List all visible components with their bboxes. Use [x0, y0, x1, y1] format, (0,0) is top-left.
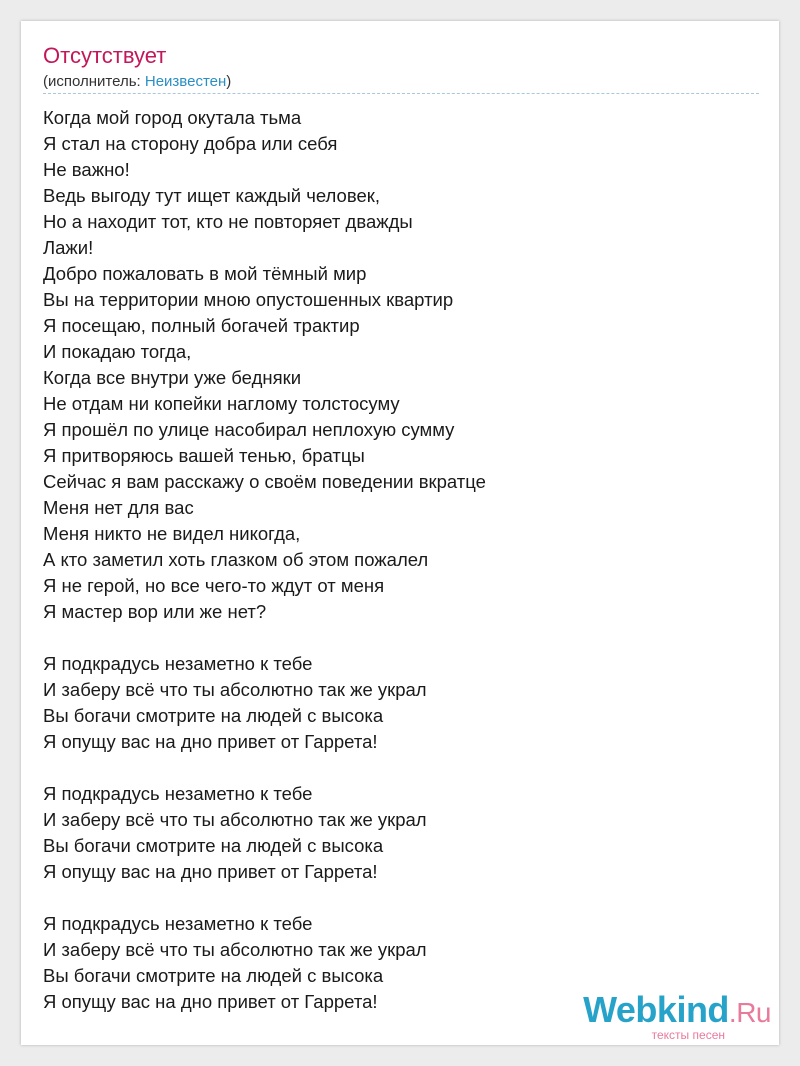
lyric-line: Ведь выгоду тут ищет каждый человек, [43, 185, 380, 206]
lyric-line: Меня нет для вас [43, 497, 194, 518]
lyric-line: Я опущу вас на дно привет от Гаррета! [43, 991, 378, 1012]
artist-link[interactable]: Неизвестен [144, 73, 227, 90]
lyric-line: Я опущу вас на дно привет от Гаррета! [43, 731, 378, 752]
lyric-line: Меня никто не видел никогда, [43, 523, 301, 544]
divider [43, 93, 759, 94]
lyric-line: Я подкрадусь незаметно к тебе [43, 653, 313, 674]
lyric-line: Не отдам ни копейки наглому толстосуму [43, 393, 400, 414]
lyric-line: Я притворяюсь вашей тенью, братцы [43, 445, 365, 466]
lyric-line: И заберу всё что ты абсолютно так же украл [43, 939, 427, 960]
lyric-line: Я подкрадусь незаметно к тебе [43, 913, 313, 934]
lyric-line: И покадаю тогда, [43, 341, 192, 362]
stanza-gap [43, 885, 743, 911]
lyric-line: Когда мой город окутала тьма [43, 107, 302, 128]
lyric-line: И заберу всё что ты абсолютно так же украл [43, 679, 427, 700]
lyric-line: Сейчас я вам расскажу о своём поведении вкратце [43, 471, 486, 492]
lyric-line: Добро пожаловать в мой тёмный мир [43, 263, 367, 284]
lyric-line: А кто заметил хоть глазком об этом пожалел [43, 549, 429, 570]
logo-tagline: тексты песен [651, 1028, 725, 1042]
lyrics-body [43, 105, 743, 1015]
song-title: Отсутствует [43, 43, 167, 68]
logo-tld: .Ru [728, 997, 771, 1028]
stanza-gap [43, 625, 743, 651]
lyric-line: Вы на территории мною опустошенных квартир [43, 289, 454, 310]
lyric-line: Вы богачи смотрите на людей с высока [43, 705, 384, 726]
artist-prefix: (исполнитель: [43, 73, 145, 90]
lyrics-card [21, 21, 779, 1045]
lyric-line: Когда все внутри уже бедняки [43, 367, 302, 388]
lyric-line: Лажи! [43, 237, 94, 258]
lyric-line: Я не герой, но все чего-то ждут от меня [43, 575, 385, 596]
lyric-line: Вы богачи смотрите на людей с высока [43, 835, 384, 856]
lyric-line: Я мастер вор или же нет? [43, 601, 267, 622]
logo-main-text: Webkind [583, 989, 729, 1030]
lyric-line: Я опущу вас на дно привет от Гаррета! [43, 861, 378, 882]
lyric-line: Я прошёл по улице насобирал неплохую сумму [43, 419, 455, 440]
artist-line [43, 73, 231, 91]
logo-wordmark [583, 989, 771, 1031]
lyric-line: И заберу всё что ты абсолютно так же украл [43, 809, 427, 830]
site-logo[interactable] [583, 989, 771, 1042]
artist-suffix: ) [226, 73, 232, 90]
lyric-line: Вы богачи смотрите на людей с высока [43, 965, 384, 986]
lyric-line: Но а находит тот, кто не повторяет дважды [43, 211, 413, 232]
lyric-line: Я посещаю, полный богачей трактир [43, 315, 360, 336]
lyric-line: Я подкрадусь незаметно к тебе [43, 783, 313, 804]
lyric-line: Я стал на сторону добра или себя [43, 133, 338, 154]
stanza-gap [43, 755, 743, 781]
lyric-line: Не важно! [43, 159, 130, 180]
